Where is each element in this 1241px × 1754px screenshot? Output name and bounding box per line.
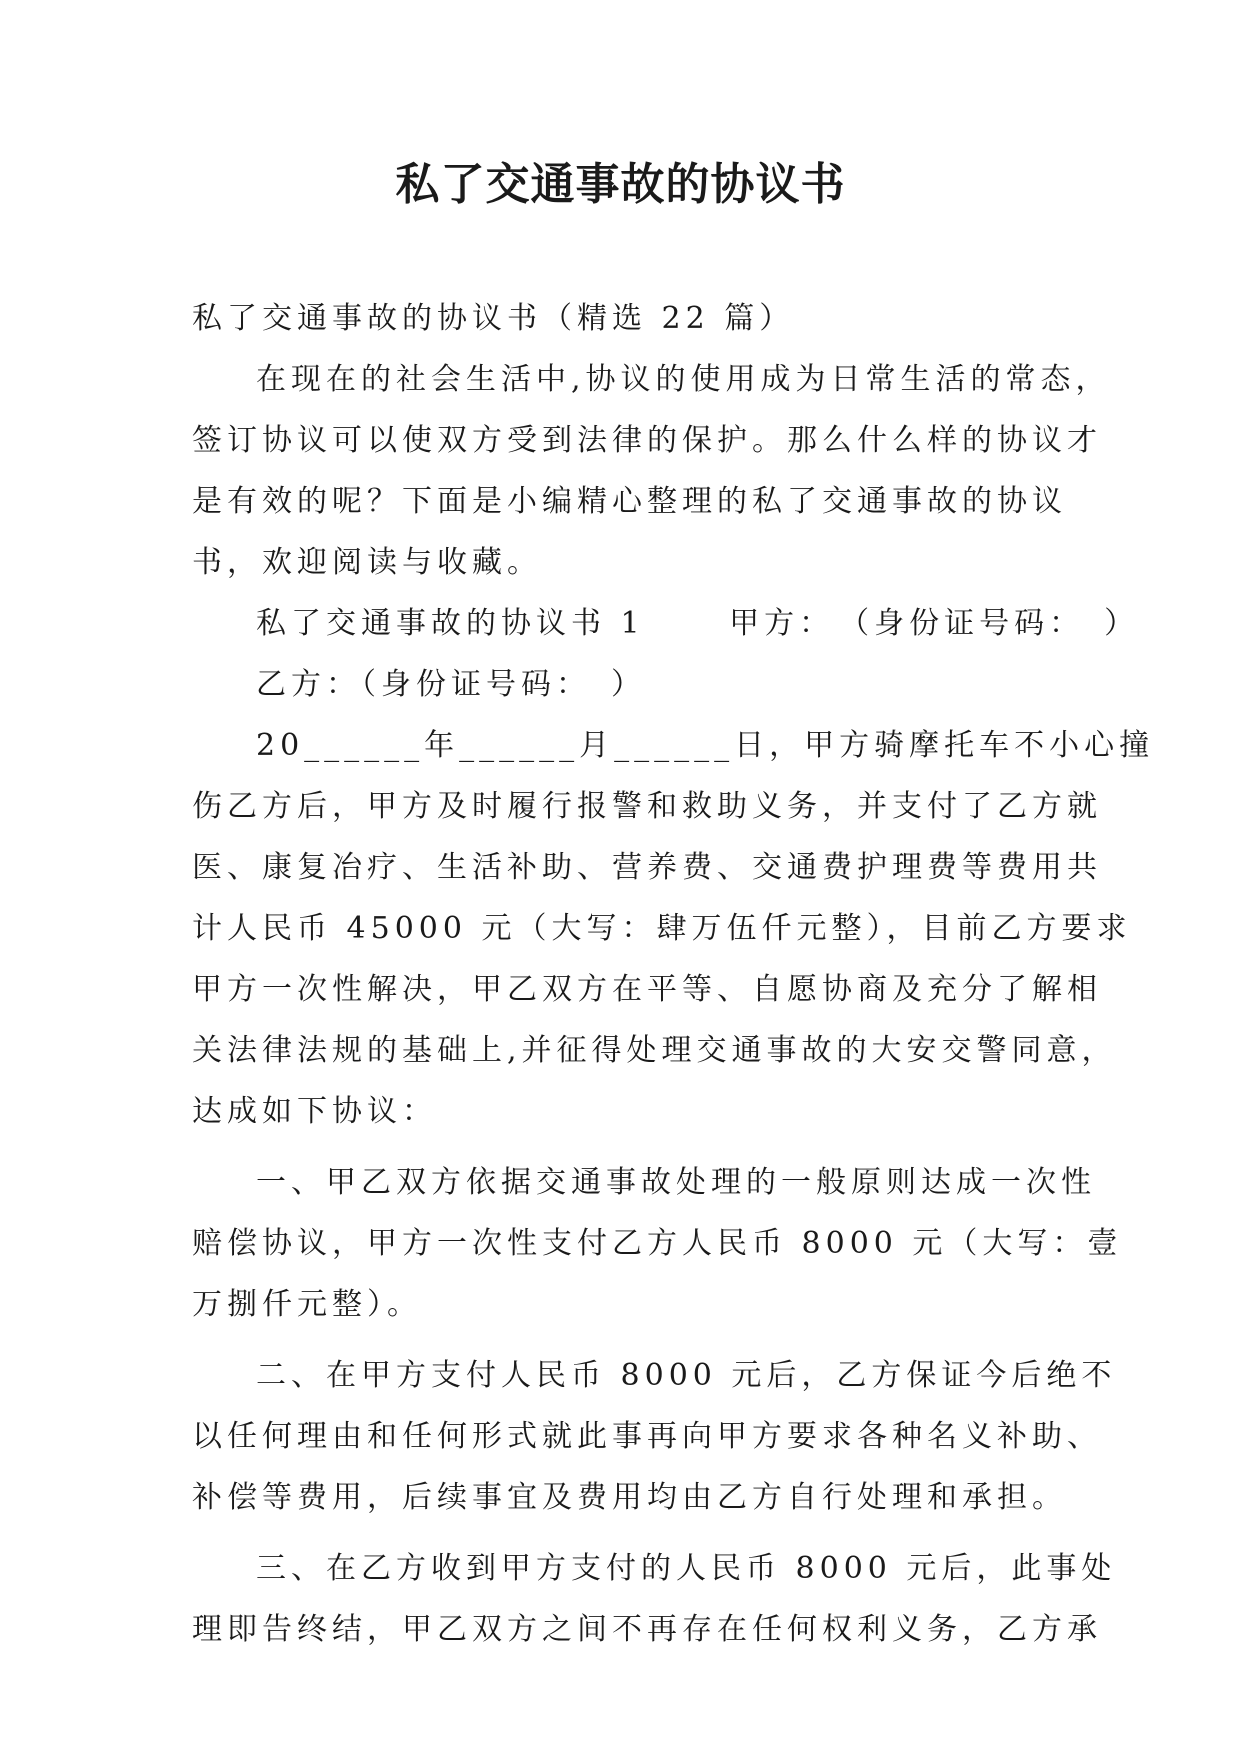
clause-line: 以任何理由和任何形式就此事再向甲方要求各种名义补助、 bbox=[192, 1419, 1102, 1454]
paragraph-line: 计人民币 45000 元（大写：肆万伍仟元整），目前乙方要求 bbox=[192, 911, 1132, 946]
section-heading-line: 私了交通事故的协议书 1 甲方： （身份证号码： ） bbox=[256, 606, 1140, 641]
paragraph-line: 书，欢迎阅读与收藏。 bbox=[192, 545, 542, 580]
clause-line: 万捌仟元整）。 bbox=[192, 1287, 422, 1322]
clause-line: 补偿等费用，后续事宜及费用均由乙方自行处理和承担。 bbox=[192, 1480, 1067, 1515]
paragraph-line: 乙方：（身份证号码： ） bbox=[256, 667, 646, 702]
subtitle-line: 私了交通事故的协议书（精选 22 篇） bbox=[192, 301, 795, 336]
paragraph-line: 是有效的呢？下面是小编精心整理的私了交通事故的协议 bbox=[192, 484, 1067, 519]
paragraph-line: 伤乙方后，甲方及时履行报警和救助义务，并支付了乙方就 bbox=[192, 789, 1102, 824]
document-body bbox=[192, 288, 1155, 1660]
clause-line: 一、甲乙双方依据交通事故处理的一般原则达成一次性 bbox=[256, 1165, 1096, 1200]
clause-line: 赔偿协议，甲方一次性支付乙方人民币 8000 元（大写：壹 bbox=[192, 1226, 1123, 1261]
paragraph-line: 在现在的社会生活中,协议的使用成为日常生活的常态， bbox=[256, 362, 1111, 397]
document-title: 私了交通事故的协议书 bbox=[395, 159, 846, 210]
paragraph-line: 签订协议可以使双方受到法律的保护。那么什么样的协议才 bbox=[192, 423, 1102, 458]
paragraph-line: 达成如下协议： bbox=[192, 1094, 437, 1129]
paragraph-line: 医、康复冶疗、生活补助、营养费、交通费护理费等费用共 bbox=[192, 850, 1102, 885]
paragraph-line: 甲方一次性解决，甲乙双方在平等、自愿协商及充分了解相 bbox=[192, 972, 1102, 1007]
paragraph-line: 关法律法规的基础上,并征得处理交通事故的大安交警同意， bbox=[192, 1033, 1117, 1068]
paragraph-line: 20______年______月______日，甲方骑摩托车不小心撞 bbox=[256, 728, 1155, 763]
clause-line: 三、在乙方收到甲方支付的人民币 8000 元后，此事处 bbox=[256, 1551, 1117, 1586]
clause-line: 理即告终结，甲乙双方之间不再存在任何权利义务，乙方承 bbox=[192, 1612, 1102, 1647]
clause-line: 二、在甲方支付人民币 8000 元后，乙方保证今后绝不 bbox=[256, 1358, 1117, 1393]
